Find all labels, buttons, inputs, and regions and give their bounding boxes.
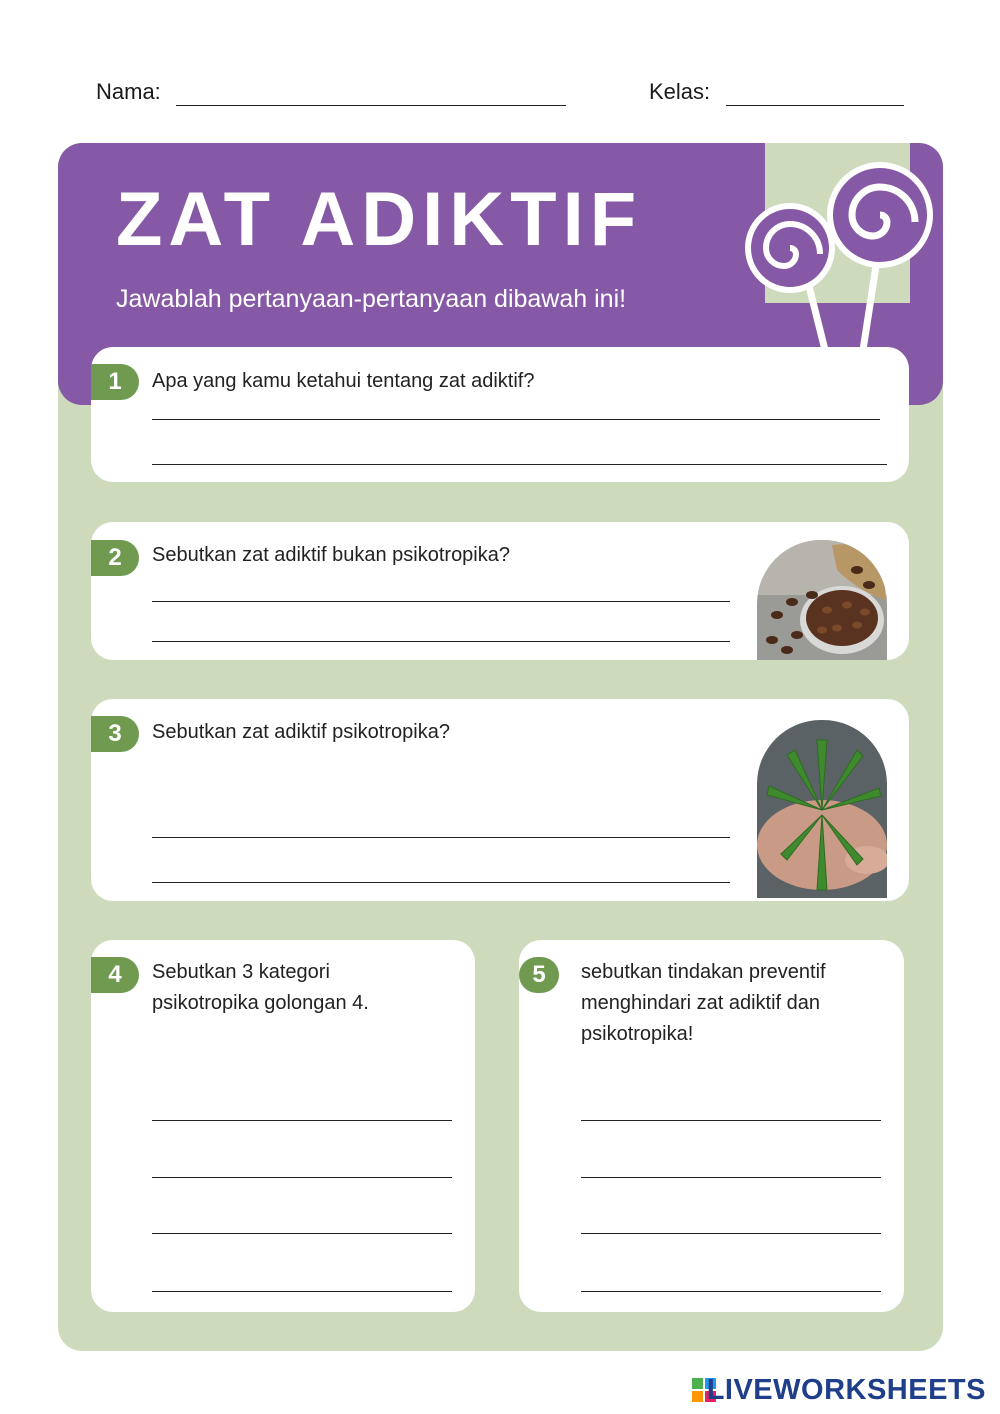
question-text-5-line-2: menghindari zat adiktif dan: [581, 992, 821, 1014]
question-number-4: 4: [91, 957, 139, 993]
class-input-line[interactable]: [726, 105, 904, 106]
brand-logo[interactable]: LIVEWORKSHEETS: [706, 1374, 986, 1406]
cannabis-leaf-photo: [757, 720, 887, 898]
question-text-5: [581, 957, 826, 1050]
answer-line-3b[interactable]: [152, 882, 730, 883]
answer-line-1a[interactable]: [152, 419, 880, 420]
name-label: Nama:: [96, 79, 161, 104]
answer-line-5d[interactable]: [581, 1291, 881, 1292]
answer-line-2a[interactable]: [152, 601, 730, 602]
question-number-3: 3: [91, 716, 139, 752]
question-text-5-line-1: sebutkan tindakan preventif: [581, 961, 826, 983]
answer-line-4b[interactable]: [152, 1177, 452, 1178]
name-input-line[interactable]: [176, 105, 566, 106]
answer-line-4a[interactable]: [152, 1120, 452, 1121]
class-label: Kelas:: [649, 79, 711, 104]
answer-line-5c[interactable]: [581, 1233, 881, 1234]
answer-line-5a[interactable]: [581, 1120, 881, 1121]
coffee-beans-photo: [757, 540, 887, 660]
question-text-4: [152, 957, 369, 1019]
answer-line-4d[interactable]: [152, 1291, 452, 1292]
answer-line-3a[interactable]: [152, 837, 730, 838]
page-title: ZAT ADIKTIF: [116, 177, 643, 262]
question-text-1: Apa yang kamu ketahui tentang zat adiktif?: [152, 370, 535, 392]
answer-line-1b[interactable]: [152, 464, 887, 465]
question-number-5: 5: [519, 957, 559, 993]
question-text-5-line-3: psikotropika!: [581, 1023, 694, 1045]
question-text-2: Sebutkan zat adiktif bukan psikotropika?: [152, 544, 510, 566]
lollipop-icon: [745, 160, 940, 355]
question-text-3: Sebutkan zat adiktif psikotropika?: [152, 721, 450, 743]
answer-line-2b[interactable]: [152, 641, 730, 642]
question-text-4-line-2: psikotropika golongan 4.: [152, 992, 369, 1014]
answer-line-4c[interactable]: [152, 1233, 452, 1234]
answer-line-5b[interactable]: [581, 1177, 881, 1178]
question-text-4-line-1: Sebutkan 3 kategori: [152, 961, 330, 983]
page-subtitle: Jawablah pertanyaan-pertanyaan dibawah ini!: [116, 285, 627, 313]
question-number-2: 2: [91, 540, 139, 576]
question-number-1: 1: [91, 364, 139, 400]
